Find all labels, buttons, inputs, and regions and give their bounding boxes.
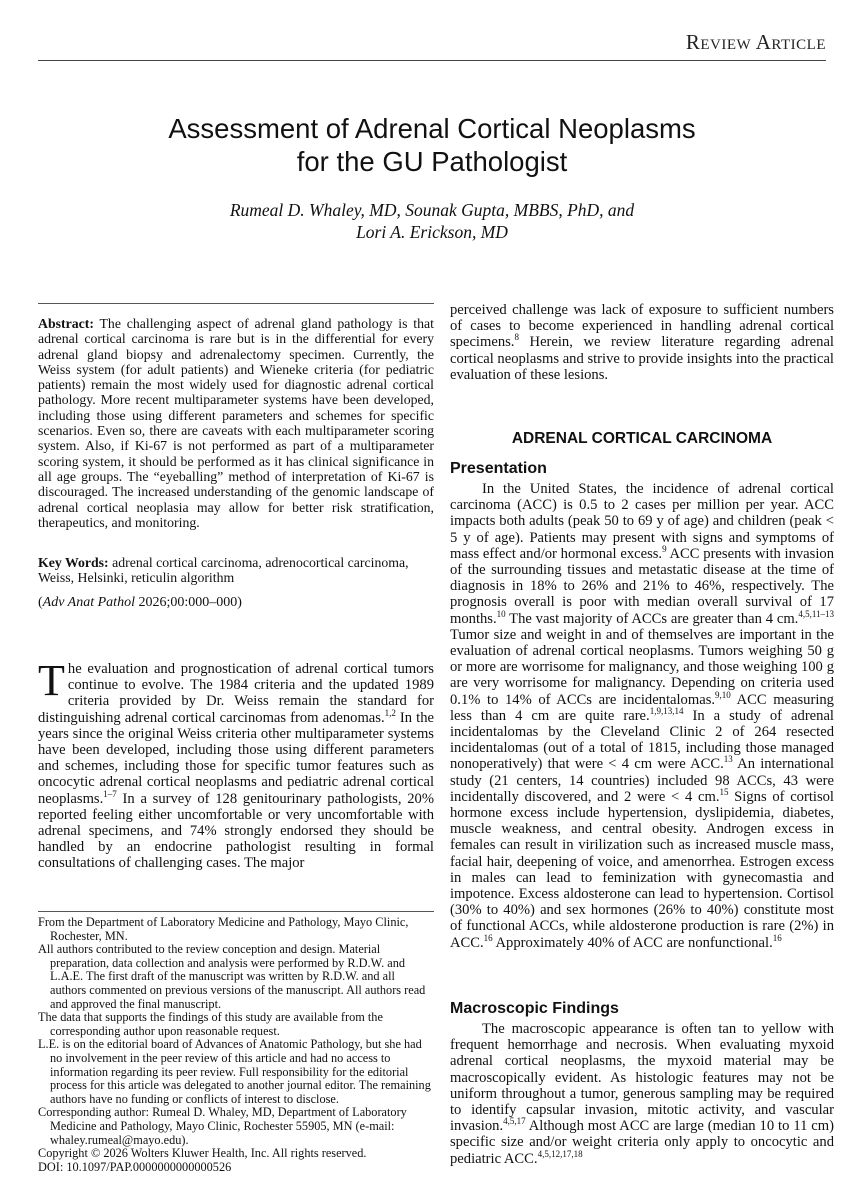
citation: (Adv Anat Pathol 2026;00:000–000) [38, 595, 242, 610]
journal-name: Adv Anat Pathol [42, 595, 135, 610]
intro-text: In a survey of 128 genitourinary pathologists, 20% reported feeling either uncomfortable or very uncomfortable with adrenal specimens, and 74% strongly endorsed they should be handled by an endocrine pathologist resulting in formal consultations of challenging cases. The major [38, 790, 434, 872]
citation-ref: 1–7 [103, 788, 117, 799]
header-rule [38, 60, 826, 61]
citation-ref: 1,9,13,14 [649, 705, 684, 716]
body-text: Although most ACC are large (median 10 to 11 cm) specific size and/or weight criteria only apply to oncocytic and pediatric ACC. [450, 1118, 834, 1167]
body-text: The vast majority of ACCs are greater than 4 cm. [505, 610, 799, 627]
footnotes [38, 916, 434, 1174]
body-text: The macroscopic appearance is often tan to yellow with frequent hemorrhage and necrosis. When evaluating myxoid adrenal cortical neoplasms, the myxoid material may be macroscopically evident. As histologic features may not be uniform throughout a tumor, generous sampling may be required to identify capsular invasion, mitotic activity, and vascular invasion. [450, 1021, 834, 1135]
intro-text: he evaluation and prognostication of adrenal cortical tumors continue to evolve. The 1984 criteria and the updated 1989 criteria provided by Dr. Weiss remain the standard for distinguishing adrenal cortical carcinomas from adenomas. [38, 661, 434, 726]
body-text: ACC measuring less than 4 cm are quite rare. [450, 691, 834, 724]
footnote: Copyright © 2026 Wolters Kluwer Health, Inc. All rights reserved. [38, 1146, 367, 1161]
body-text: Approximately 40% of ACC are nonfunctional. [492, 934, 773, 951]
citation-ref: 16 [483, 932, 493, 943]
introduction [38, 656, 434, 872]
citation-ref: 10 [496, 608, 506, 619]
title-line: Assessment of Adrenal Cortical Neoplasms [168, 113, 696, 144]
body-text: Herein, we review literature regarding adrenal cortical neoplasms and strive to provide insights into the practical evaluation of these lesions. [450, 334, 834, 383]
citation-details: 2026;00:000–000) [138, 595, 242, 610]
footnote: L.E. is on the editorial board of Advances of Anatomic Pathology, but she had no involvement in the peer review of this article and had no access to information regarding its peer review. Full responsibility for the editorial process for this article was delegated to another journal editor. The remaining authors have no funding or conflicts of interest to disclose. [38, 1037, 431, 1106]
citation-ref: 13 [723, 754, 733, 765]
body-text: Tumor size and weight in and of themselves are important in the evaluation of adrenal cortical neoplasms. Tumors weighing 50 g or more are worrisome for malignancy, and those weighing 100 g are very worrisome for malignancy. Depending on criteria used 0.1% to 14% of ACCs are incidentalomas. [450, 626, 834, 708]
author-line: Rumeal D. Whaley, MD, Sounak Gupta, MBBS, PhD, and [229, 200, 635, 220]
subsection-heading-macroscopic: Macroscopic Findings [450, 1000, 619, 1017]
body-text: In the United States, the incidence of adrenal cortical carcinoma (ACC) is 0.5 to 2 cases per million per year. ACC impacts both adults (peak 50 to 69 y of age) and children (peak < 5 y of age). Patients may present with signs and symptoms of mass effect and/or hormonal excess. [450, 481, 834, 562]
title-line: for the GU Pathologist [296, 146, 568, 177]
drop-cap: T [38, 656, 65, 705]
section-heading: ADRENAL CORTICAL CARCINOMA [511, 430, 773, 447]
footnote-rule [38, 911, 434, 912]
article-title [0, 112, 864, 178]
citation-ref: 4,5,11–13 [798, 608, 834, 619]
footnote: The data that supports the findings of this study are available from the corresponding author upon reasonable request. [38, 1010, 383, 1038]
intro-text: In the years since the original Weiss criteria other multiparameter systems have been developed, including those using different parameters and schemes, including those for specific tumor features such as oncocytic adrenal cortical neoplasms and pediatric adrenal cortical neoplasms. [38, 709, 434, 807]
subsection-heading-presentation: Presentation [450, 460, 547, 477]
running-header: Review Article [685, 30, 826, 54]
citation-ref: 4,5,12,17,18 [537, 1148, 583, 1159]
abstract-rule [38, 303, 434, 304]
citation-ref: 16 [772, 932, 782, 943]
body-text: perceived challenge was lack of exposure to sufficient numbers of cases to become experienced in handling adrenal cortical specimens. [450, 302, 834, 351]
citation-ref: 8 [514, 332, 519, 343]
citation-ref: 4,5,17 [503, 1116, 526, 1127]
abstract-label: Abstract: [38, 316, 94, 331]
author-line: Lori A. Erickson, MD [356, 222, 508, 242]
abstract [38, 316, 434, 530]
body-text: ACC presents with invasion of the surrounding tissues and metastatic disease at the time of diagnosis in 18% to 26% and 21% to 46%, respectively. The prognosis overall is poor with median overall survival of 17 months. [450, 545, 834, 627]
citation-ref: 9 [662, 543, 667, 554]
footnote: DOI: 10.1097/PAP.0000000000000526 [38, 1159, 232, 1174]
keywords-text: adrenal cortical carcinoma, adrenocortical carcinoma, Weiss, Helsinki, reticulin algorithm [38, 555, 409, 586]
footnote: From the Department of Laboratory Medicine and Pathology, Mayo Clinic, Rochester, MN. [38, 915, 409, 943]
body-text: Signs of cortisol hormone excess include hypertension, dyslipidemia, diabetes, muscle weakness, and central obesity. Androgen excess in females can result in virilization such as increased muscle mass, facial hair, deepening of voice, and amenorrhea. Estrogen excess in males can lead to feminization with gynecomastia and impotence. Excess aldosterone can lead to hypertension. Cortisol (30% to 40%) and sex hormones (26% to 40%) constitute most of functional ACCs, while aldosterone production is rare (2%) in ACC. [450, 788, 834, 951]
presentation-text [450, 481, 834, 951]
intro-continued [450, 302, 834, 383]
footnote: All authors contributed to the review conception and design. Material preparation, data collection and analysis were performed by R.D.W. and L.A.E. The first draft of the manuscript was written by R.D.W. and all authors commented on previous versions of the manuscript. All authors read and approved the final manuscript. [38, 942, 426, 1011]
author-list [0, 199, 864, 243]
abstract-text: The challenging aspect of adrenal gland pathology is that adrenal cortical carcinoma is rare but is in the differential for every adrenal gland biopsy and adrenalectomy specimen. Currently, the Weiss system (for adult patients) and Wieneke criteria (for pediatric patients) remain the most widely used for diagnostic adrenal cortical pathology. More recent multiparameter systems have been developed, including those using different parameters and schemes for specific scenarios. Even so, there are caveats with each multiparameter scoring system. Also, if Ki-67 is not performed as part of a multiparameter scoring system, it should be performed as it has clinical significance in all age groups. The “eyeballing” method of interpretation of Ki-67 is discouraged. The increased understanding of the genomic landscape of adrenal cortical neoplasia may allow for better risk stratification, therapeutics, and monitoring. [38, 316, 434, 530]
body-text: An international study (21 centers, 14 countries) included 98 ACCs, 43 were incidentally discovered, and 2 were < 4 cm. [450, 756, 834, 805]
macroscopic-text [450, 1021, 834, 1167]
citation-ref: 1,2 [384, 707, 396, 718]
footnote: Corresponding author: Rumeal D. Whaley, MD, Department of Laboratory Medicine and Pathology, Mayo Clinic, Rochester 55905, MN (e-mail: whaley.rumeal@mayo.edu). [38, 1105, 407, 1147]
keywords-label: Key Words: [38, 555, 109, 570]
citation-ref: 9,10 [715, 689, 731, 700]
keywords [38, 555, 434, 586]
body-text: In a study of adrenal incidentalomas by the Cleveland Clinic 2 of 264 resected incidentalomas (out of a total of 1815, including those managed nonoperatively) that were < 4 cm were ACC. [450, 707, 834, 773]
citation-ref: 15 [719, 787, 729, 797]
